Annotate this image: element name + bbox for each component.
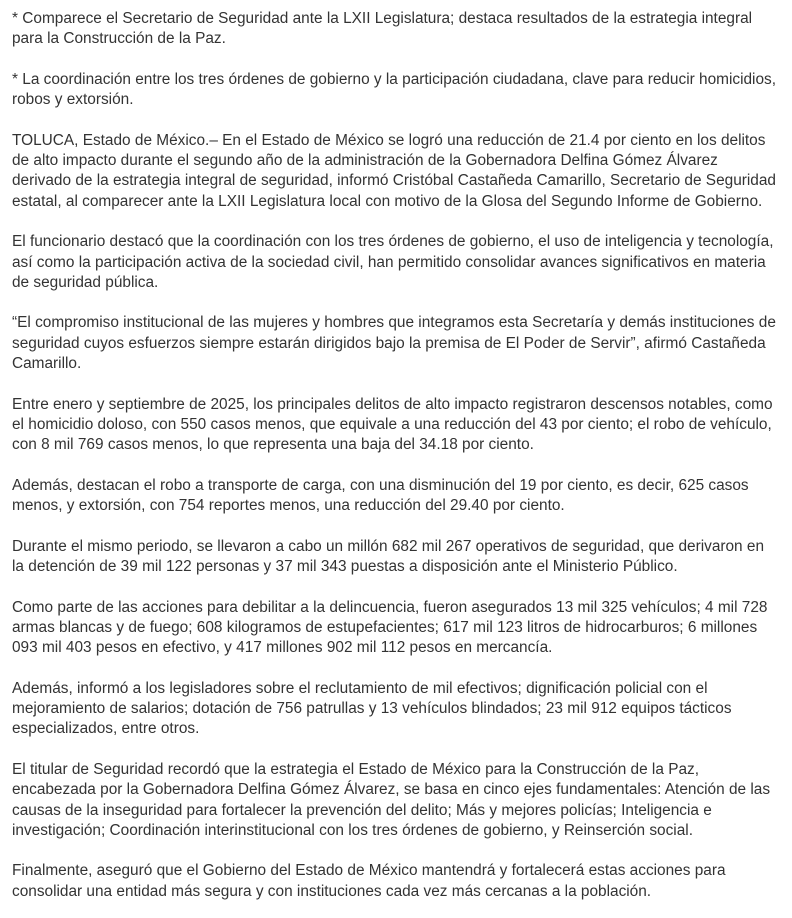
body-paragraph: Como parte de las acciones para debilitar a la delincuencia, fueron asegurados 13 mil 325 vehículos; 4 mil 728 armas blancas y de fuego; 608 kilogramos de estupefacientes; 617 mil 123 litros de hidrocarburos; 6 millones 093 mil 403 pesos en efectivo, y 417 millones 902 mil 112 pesos en mercancía. xyxy=(12,598,768,657)
body-paragraph: Además, destacan el robo a transporte de carga, con una disminución del 19 por ciento, es decir, 625 casos menos, y extorsión, con 754 reportes menos, una reducción del 29.40 por ciento. xyxy=(12,476,749,515)
lead-paragraph: TOLUCA, Estado de México.– En el Estado de México se logró una reducción de 21.4 por ciento en los delitos de alto impacto durante el segundo año de la administración de la Gobernadora Delfina Gómez Álvarez derivado de la estrategia integral de seguridad, informó Cristóbal Castañeda Camarillo, Secretario de Seguridad estatal, al comparecer ante la LXII Legislatura local con motivo de la Glosa del Segundo Informe de Gobierno. xyxy=(12,131,776,210)
body-paragraph: El funcionario destacó que la coordinación con los tres órdenes de gobierno, el uso de inteligencia y tecnología, así como la participación activa de la sociedad civil, han permitido consolidar avances significativos en materia de seguridad pública. xyxy=(12,233,774,291)
body-paragraph: Durante el mismo periodo, se llevaron a cabo un millón 682 mil 267 operativos de seguridad, que derivaron en la detención de 39 mil 122 personas y 37 mil 343 puestas a disposición ante el Ministerio Público. xyxy=(12,537,765,576)
summary-bullet-2: * La coordinación entre los tres órdenes de gobierno y la participación ciudadana, clave para reducir homicidios, robos y extorsión. xyxy=(12,70,776,109)
body-paragraph: El titular de Seguridad recordó que la estrategia el Estado de México para la Construcción de la Paz, encabezada por la Gobernadora Delfina Gómez Álvarez, se basa en cinco ejes fundamentales: Atención de las causas de la inseguridad para fortalecer la prevención del delito; Más y mejores policías; Inteligencia e investigación; Coordinación interinstitucional con los tres órdenes de gobierno, y Reinserción social. xyxy=(12,760,771,839)
closing-paragraph: Finalmente, aseguró que el Gobierno del Estado de México mantendrá y fortalecerá estas acciones para consolidar una entidad más segura y con instituciones cada vez más cercanas a la población. xyxy=(12,862,726,900)
article-body xyxy=(12,9,780,902)
summary-bullet-1: * Comparece el Secretario de Seguridad ante la LXII Legislatura; destaca resultados de la estrategia integral para la Construcción de la Paz. xyxy=(12,10,753,48)
quote-paragraph: “El compromiso institucional de las mujeres y hombres que integramos esta Secretaría y demás instituciones de seguridad cuyos esfuerzos siempre estarán dirigidos bajo la premisa de El Poder de Servir”, afirmó Castañeda Camarillo. xyxy=(12,314,776,373)
body-paragraph: Entre enero y septiembre de 2025, los principales delitos de alto impacto registraron descensos notables, como el homicidio doloso, con 550 casos menos, que equivale a una reducción del 43 por ciento; el robo de vehículo, con 8 mil 769 casos menos, lo que representa una baja del 34.18 por ciento. xyxy=(12,395,773,454)
body-paragraph: Además, informó a los legisladores sobre el reclutamiento de mil efectivos; dignificación policial con el mejoramiento de salarios; dotación de 756 patrullas y 13 vehículos blindados; 23 mil 912 equipos tácticos especializados, entre otros. xyxy=(12,679,732,738)
